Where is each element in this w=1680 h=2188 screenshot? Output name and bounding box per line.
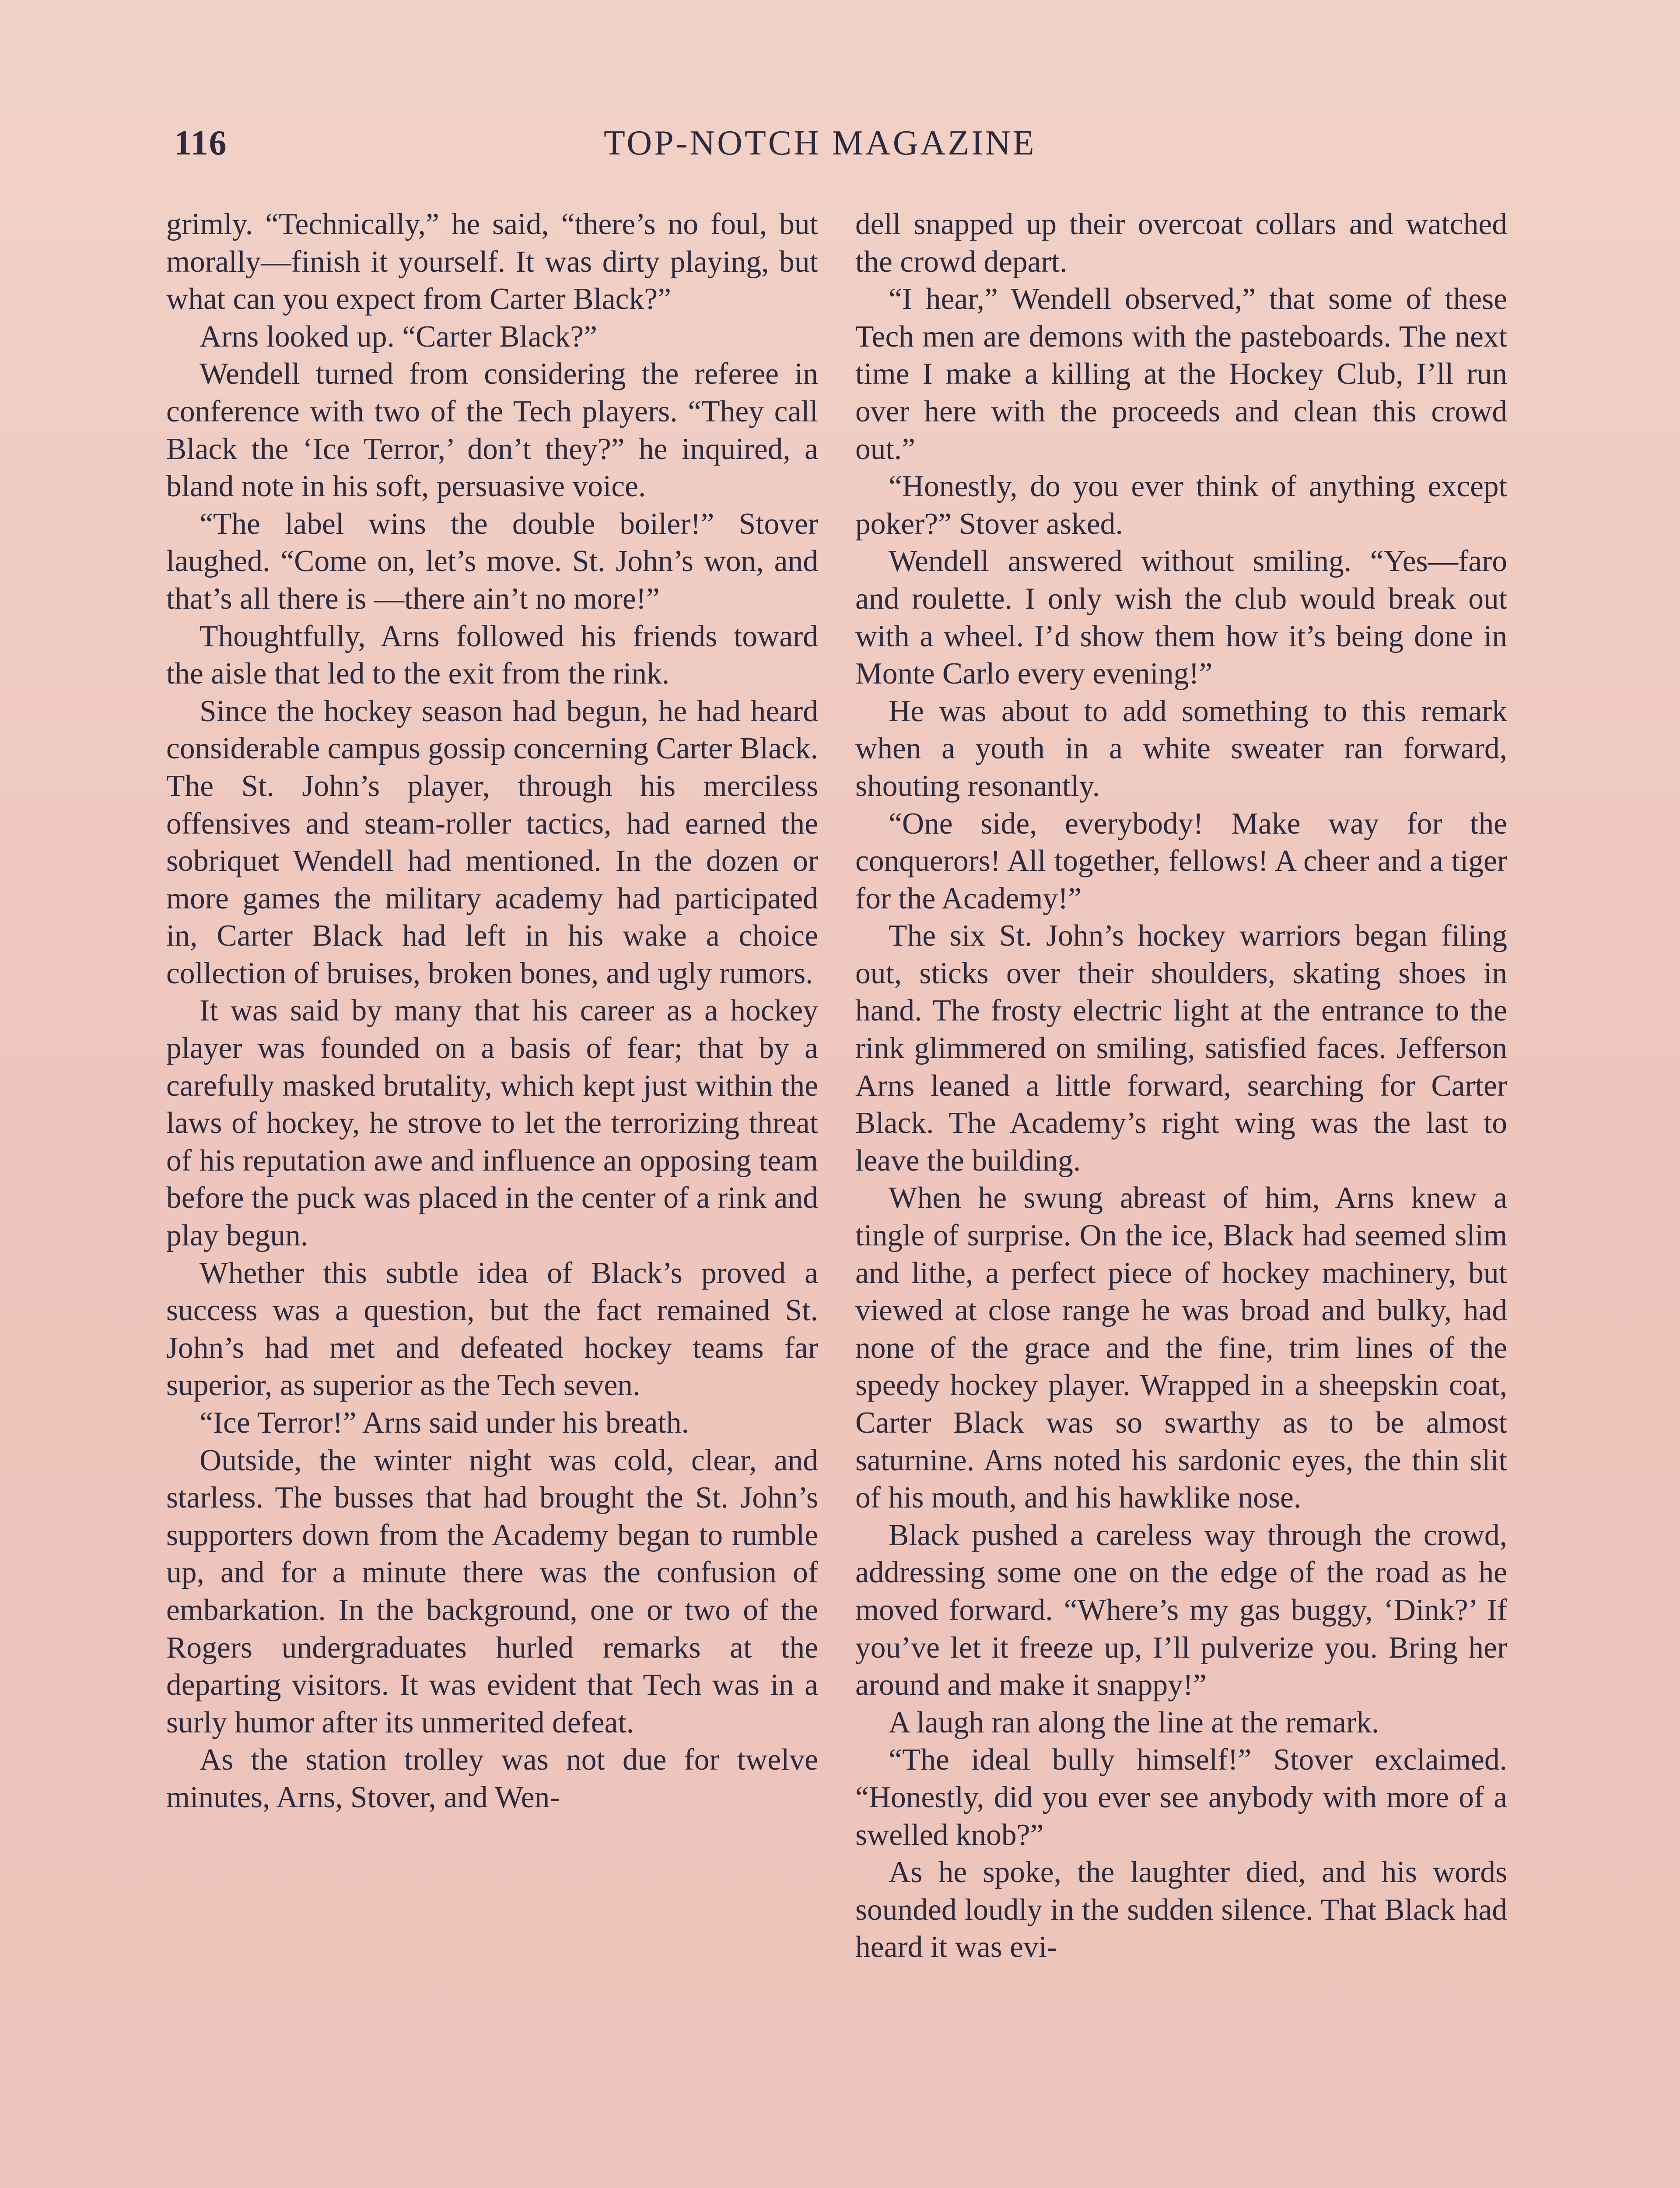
paragraph: “Honestly, do you ever think of anything except poker?” Stover asked. — [855, 470, 1507, 541]
paragraph: Since the hockey season had begun, he had heard considerable campus gossip concerning Carter Black. The St. John’s player, through his merciless offensives and steam-roller tactics, had earned the sobriquet Wendell had mentioned. In the dozen or more games the military academy had participated in, Carter Black had left in his wake a choice collection of bruises, broken bones, and ugly rumors. — [166, 694, 818, 990]
paragraph: grimly. “Technically,” he said, “there’s no foul, but morally—finish it yourself. It was dirty playing, but what can you expect from Carter Black?” — [166, 207, 818, 316]
paragraph: “One side, everybody! Make way for the conquerors! All together, fellows! A cheer and a tiger for the Academy!” — [855, 806, 1507, 915]
paragraph: “Ice Terror!” Arns said under his breath. — [200, 1406, 689, 1440]
left-column — [166, 206, 818, 1816]
paragraph: “The ideal bully himself!” Stover exclaimed. “Honestly, did you ever see anybody with more of a swelled knob?” — [855, 1743, 1507, 1852]
paragraph: “I hear,” Wendell observed,” that some of these Tech men are demons with the pasteboards. The next time I make a killing at the Hockey Club, I’ll run over here with the proceeds and clean this crowd out.” — [855, 282, 1507, 466]
paragraph: Thoughtfully, Arns followed his friends toward the aisle that led to the exit from the rink. — [166, 619, 818, 691]
paragraph: dell snapped up their overcoat collars and watched the crowd depart. — [855, 207, 1507, 279]
paragraph: Wendell turned from considering the referee in conference with two of the Tech players. “They call Black the ‘Ice Terror,’ don’t they?” he inquired, a bland note in his soft, persuasive voice. — [166, 357, 818, 504]
paragraph: A laugh ran along the line at the remark. — [889, 1705, 1379, 1739]
paragraph: When he swung abreast of him, Arns knew a tingle of surprise. On the ice, Black had seemed slim and lithe, a perfect piece of hockey machinery, but viewed at close range he was broad and bulky, had none of the grace and the fine, trim lines of the speedy hockey player. Wrapped in a sheepskin coat, Carter Black was so swarthy as to be almost saturnine. Arns noted his sardonic eyes, the thin slit of his mouth, and his hawklike nose. — [855, 1181, 1507, 1515]
paragraph: Black pushed a careless way through the crowd, addressing some one on the edge of the road as he moved forward. “Where’s my gas buggy, ‘Dink?’ If you’ve let it freeze up, I’ll pulverize you. Bring her around and make it snappy!” — [855, 1518, 1507, 1702]
paragraph: It was said by many that his career as a hockey player was founded on a basis of fear; that by a carefully masked brutality, which kept just within the laws of hockey, he strove to let the terrorizing threat of his reputation awe and influence an opposing team before the puck was placed in the center of a rink and play begun. — [166, 994, 818, 1253]
paragraph: Arns looked up. “Carter Black?” — [200, 319, 597, 354]
paragraph: He was about to add something to this remark when a youth in a white sweater ran forward, shouting resonantly. — [855, 694, 1507, 803]
paragraph: Whether this subtle idea of Black’s proved a success was a question, but the fact remained St. John’s had met and defeated hockey teams far superior, as superior as the Tech seven. — [166, 1256, 818, 1403]
paragraph: “The label wins the double boiler!” Stover laughed. “Come on, let’s move. St. John’s won, and that’s all there is —there ain’t no more!” — [166, 507, 818, 616]
paragraph: Wendell answered without smiling. “Yes—faro and roulette. I only wish the club would break out with a wheel. I’d show them how it’s being done in Monte Carlo every evening!” — [855, 544, 1507, 691]
paragraph: As the station trolley was not due for twelve minutes, Arns, Stover, and Wen- — [166, 1743, 818, 1814]
running-head: TOP-NOTCH MAGAZINE — [604, 124, 1036, 162]
right-column — [855, 206, 1507, 1966]
paragraph: As he spoke, the laughter died, and his words sounded loudly in the sudden silence. That Black had heard it was evi- — [855, 1855, 1507, 1964]
paragraph: The six St. John’s hockey warriors began filing out, sticks over their shoulders, skating shoes in hand. The frosty electric light at the entrance to the rink glimmered on smiling, satisfied faces. Jefferson Arns leaned a little forward, searching for Carter Black. The Academy’s right wing was the last to leave the building. — [855, 919, 1507, 1178]
page-number: 116 — [174, 124, 228, 162]
paragraph: Outside, the winter night was cold, clear, and starless. The busses that had brought the St. John’s supporters down from the Academy began to rumble up, and for a minute there was the confusion of embarkation. In the background, one or two of the Rogers undergraduates hurled remarks at the departing visitors. It was evident that Tech was in a surly humor after its unmerited defeat. — [166, 1443, 818, 1739]
